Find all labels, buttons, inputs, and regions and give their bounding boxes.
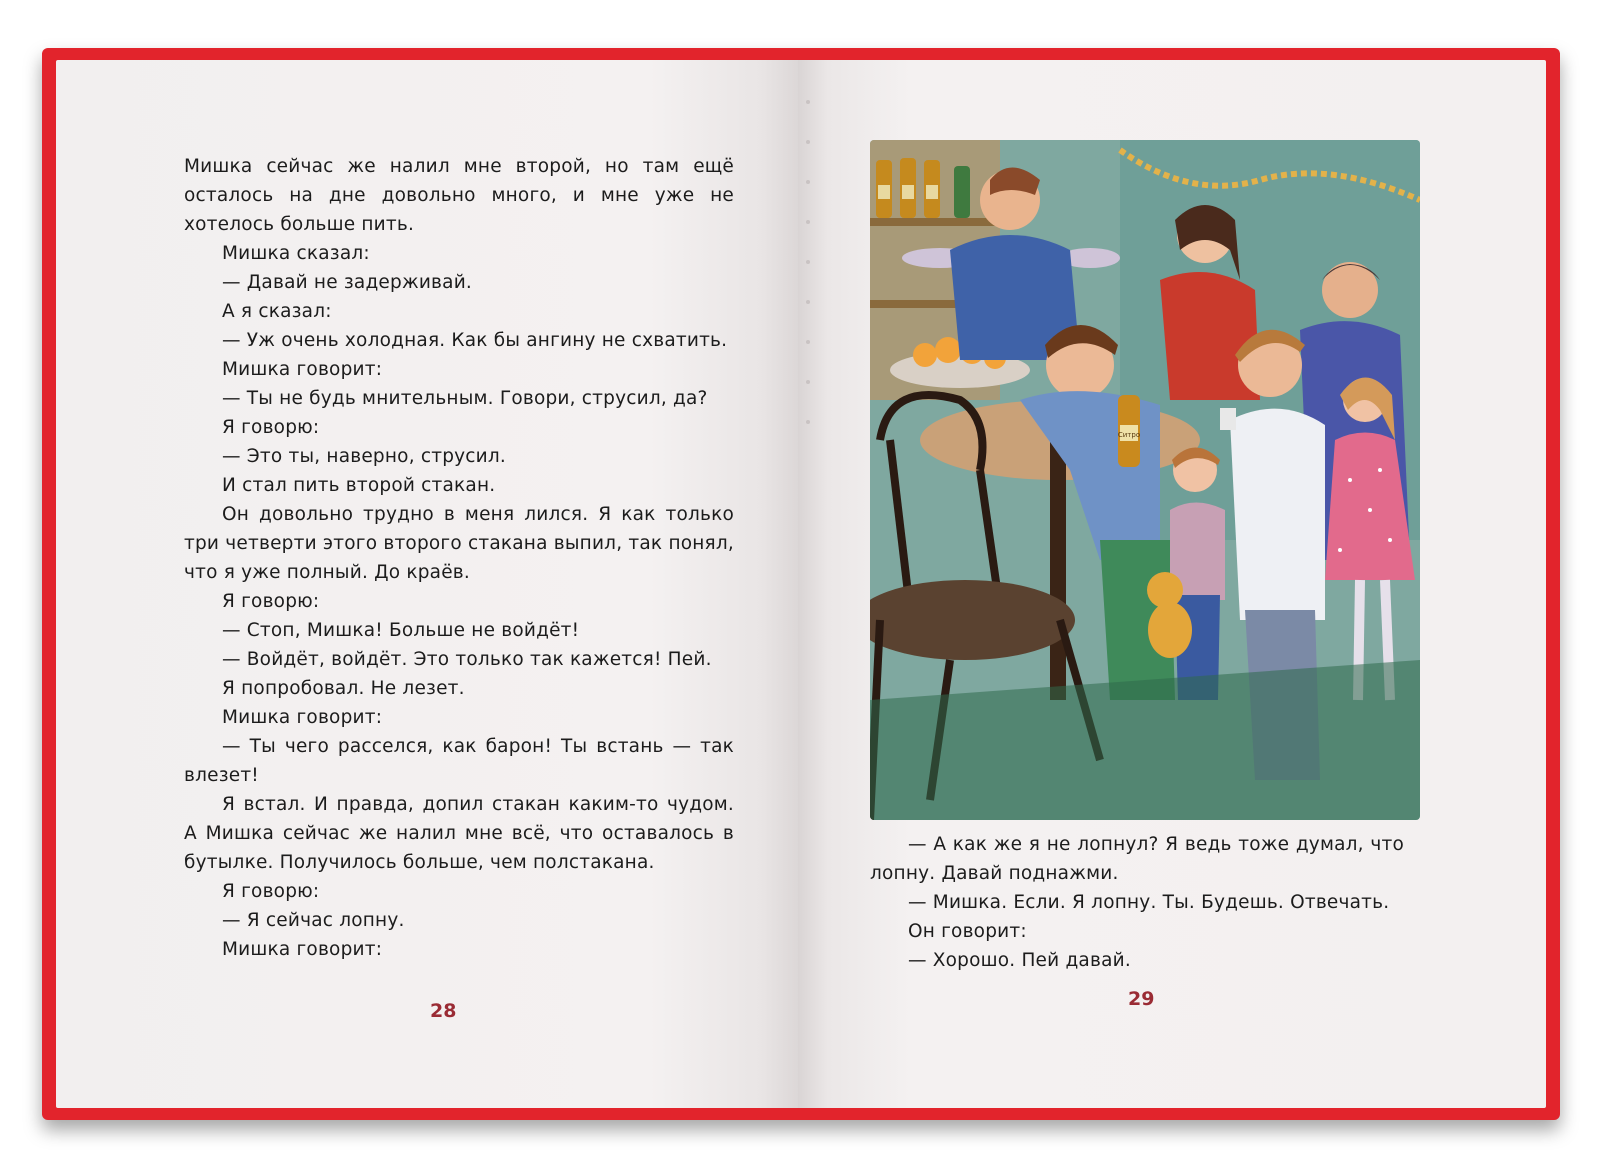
paragraph: Он говорит:	[908, 921, 1027, 942]
paragraph: — А как же я не лопнул? Я ведь тоже думал, что лопну. Давай поднажми.	[870, 834, 1404, 884]
paragraph: Я говорю:	[222, 417, 320, 438]
right-page-text	[870, 830, 1404, 975]
left-page-text	[184, 152, 734, 964]
paragraph: — Уж очень холодная. Как бы ангину не схватить.	[222, 330, 728, 351]
paragraph: — Мишка. Если. Я лопну. Ты. Будешь. Отвечать.	[908, 892, 1390, 913]
paragraph: Я попробовал. Не лезет.	[222, 678, 465, 699]
book-cover	[42, 48, 1560, 1120]
paragraph: Я встал. И правда, допил стакан каким-то чудом. А Мишка сейчас же налил мне всё, что оставалось в бутылке. Получилось больше, чем полстакана.	[184, 794, 734, 873]
paragraph: — Ты чего расселся, как барон! Ты встань — так влезет!	[184, 736, 734, 786]
teddy-bear-icon	[1147, 572, 1183, 608]
paragraph: И стал пить второй стакан.	[222, 475, 496, 496]
paragraph: Мишка сейчас же налил мне второй, но там ещё осталось на дне довольно много, и мне уже не хотелось больше пить.	[184, 156, 734, 235]
left-page	[56, 60, 798, 1108]
right-page	[798, 60, 1546, 1108]
paragraph: — Давай не задерживай.	[222, 272, 472, 293]
paragraph: — Войдёт, войдёт. Это только так кажется! Пей.	[222, 649, 712, 670]
paragraph: Мишка говорит:	[222, 707, 383, 728]
paragraph: — Это ты, наверно, струсил.	[222, 446, 506, 467]
illustration-children-party	[870, 140, 1420, 820]
paragraph: Я говорю:	[222, 591, 320, 612]
paragraph: — Я сейчас лопну.	[222, 910, 405, 931]
paragraph: Я говорю:	[222, 881, 320, 902]
paragraph: — Хорошо. Пей давай.	[908, 950, 1131, 971]
paragraph: Мишка говорит:	[222, 359, 383, 380]
page-number-right: 29	[1128, 988, 1155, 1010]
paragraph: А я сказал:	[222, 301, 332, 322]
paragraph: Мишка сказал:	[222, 243, 370, 264]
paragraph: — Стоп, Мишка! Больше не войдёт!	[222, 620, 580, 641]
paragraph: Он довольно трудно в меня лился. Я как только три четверти этого второго стакана выпил, так понял, что я уже полный. До краёв.	[184, 504, 734, 583]
paragraph: Мишка говорит:	[222, 939, 383, 960]
paragraph: — Ты не будь мнительным. Говори, струсил, да?	[222, 388, 708, 409]
bottle-label: Ситро	[1117, 431, 1141, 439]
page-number-left: 28	[430, 1000, 457, 1022]
